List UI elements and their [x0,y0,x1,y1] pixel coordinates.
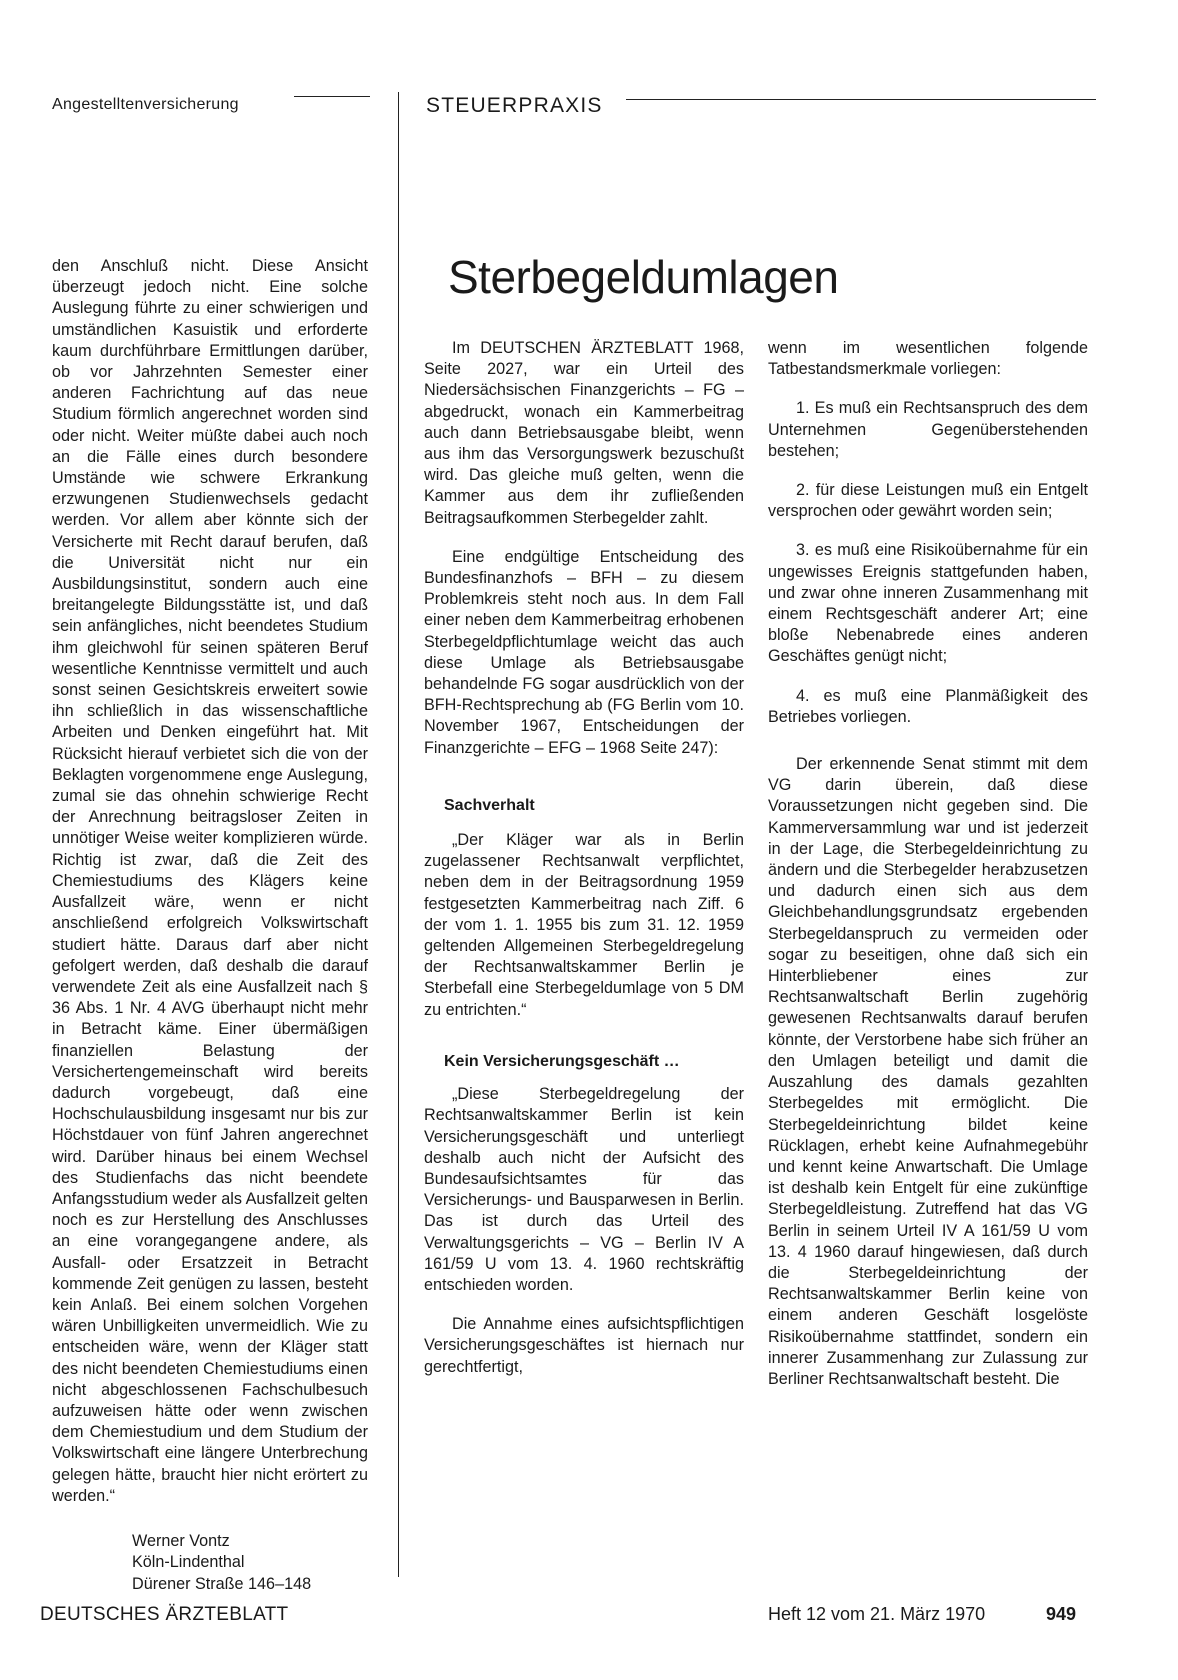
list-item: 1. Es muß ein Rechtsanspruch des dem Unternehmen Gegenüberstehenden bestehen; [768,399,1088,460]
paragraph: wenn im wesentlichen folgende Tatbestandsmerkmale vorliegen: [768,339,1088,379]
author-name: Werner Vontz [132,1531,230,1550]
header-rule-left [294,96,370,97]
list-item: 2. für diese Leistungen muß ein Entgelt versprochen oder gewährt worden sein; [768,481,1088,521]
footer-issue: Heft 12 vom 21. März 1970 [768,1604,986,1624]
paragraph: „Der Kläger war als in Berlin zugelassener Rechtsanwalt verpflichtet, neben dem in der Beitragsordnung 1959 festgesetzten Kammerbeitrag nach Ziff. 6 der vom 1. 1. 1955 bis zum 31. 12. 1959 geltenden Allgemeinen Sterbegeldregelung der Rechtsanwaltskammer Berlin je Sterbefall eine Sterbegeldumlage von 5 DM zu entrichten.“ [424,831,744,1019]
paragraph: „Diese Sterbegeldregelung der Rechtsanwaltskammer Berlin ist kein Versicherungsgeschäft und unterliegt deshalb auch nicht der Aufsicht des Bundesaufsichtsamtes für das Versicherungs- und Bausparwesen in Berlin. Das ist durch das Urteil des Verwaltungsgerichts – VG – Berlin IV A 161/59 U vom 13. 4. 1960 rechtskräftig entschieden worden. [424,1085,744,1294]
paragraph: Der erkennende Senat stimmt mit dem VG darin überein, daß diese Voraussetzungen nicht gegeben sind. Die Kammerversammlung war und ist jederzeit in der Lage, die Sterbegeldeinrichtung zu ändern und die Sterbegelder herabzusetzen und dadurch einen sich aus dem Gleichbehandlungsgrundsatz ergebenden Sterbegeldanspruch zu vermeiden oder sogar zu beseitigen, ohne daß sich ein Hinterbliebener eines zur Rechtsanwaltschaft Berlin zugehörig gewesenen Rechtsanwalts darauf berufen könnte, der Verstorbene habe sich früher an den Umlagen beteiligt und damit die Auszahlung des damals gezahlten Sterbegeldes mit ermöglicht. Die Sterbegeldeinrichtung bildet keine Rücklagen, erhebt keine Aufnahmegebühr und kennt keine Anwartschaft. Die Umlage ist deshalb kein Entgelt für eine zukünftige Sterbegeldleistung. Zutreffend hat das VG Berlin in seinem Urteil IV A 161/59 U vom 13. 4 1960 darauf hingewiesen, daß durch die Sterbegeldeinrichtung der Rechtsanwaltskammer Berlin keine von einem anderen Geschäft losgelöste Risikoübernahme stattfindet, sondern ein innerer Zusammenhang zur Zulassung zur Berliner Rechtsanwaltschaft besteht. Die [768,755,1088,1388]
author-city: Köln-Lindenthal [132,1553,245,1572]
list-item: 4. es muß eine Planmäßigkeit des Betriebes vorliegen. [768,686,1088,726]
page-number: 949 [1046,1604,1077,1624]
section-label-right: STEUERPRAXIS [426,94,603,117]
section-label-left: Angestelltenversicherung [52,96,239,113]
subheading-sachverhalt: Sachverhalt [444,796,535,814]
author-signature [132,1531,368,1596]
paragraph: Eine endgültige Entscheidung des Bundesfinanzhofs – BFH – zu diesem Problemkreis steht noch aus. In dem Fall einer neben dem Kammerbeitrag erhobenen Sterbegeldpflichtumlage weicht das auch diese Umlage als Betriebsausgabe behandelnde FG sogar ausdrücklich von der BFH-Rechtsprechung ab (FG Berlin vom 10. November 1967, Entscheidungen der Finanzgerichte – EFG – 1968 Seite 247): [424,547,744,757]
left-column-body: den Anschluß nicht. Diese Ansicht überzeugt jedoch nicht. Eine solche Auslegung führte zu einer schwierigen und umständlichen Kasuistik und erforderte kaum durchführbare Ermittlungen darüber, ob vor Jahrzehnten Semester einer anderen Fachrichtung auf das neue Studium förmlich angerechnet worden sind oder nicht. Weiter müßte dabei auch noch an die Fälle eines durch besondere Umstände wie schwere Erkrankung erzwungenen Studienwechsels gedacht werden. Vor allem aber könnte sich der Versicherte mit Recht darauf berufen, daß die Universität nicht nur ein Ausbildungsinstitut, sondern auch eine breitangelegte Bildungsstätte ist, und daß sein anfängliches, nicht beendetes Studium ihm gleichwohl für seinen späteren Beruf wesentliche Kenntnisse vermittelt und auch sonst seinen Gesichtskreis erweitert sowie ihn schließlich in das wissenschaftliche Arbeiten und Denken eingeführt hat. Mit Rücksicht hierauf verbietet sich die von der Beklagten vorgenommene enge Auslegung, zumal sie das ohnehin schwierige Recht der Anrechnung beitragsloser Zeiten in unnötiger Weise weiter komplizieren würde. Richtig ist zwar, daß die Zeit des Chemiestudiums des Klägers keine Ausfallzeit wäre, wenn er nicht anschließend erfolgreich Volkswirtschaft studiert hätte. Daraus darf aber nicht gefolgert werden, daß deshalb die darauf verwendete Zeit als eine Ausfallzeit nach § 36 Abs. 1 Nr. 4 AVG überhaupt nicht mehr in Betracht käme. Einer übermäßigen finanziellen Belastung der Versichertengemeinschaft wird bereits dadurch vorgebeugt, daß eine Hochschulausbildung insgesamt nur bis zur Höchstdauer von fünf Jahren angerechnet wird. Darüber hinaus bei einem Wechsel des Studienfachs das nicht beendete Anfangsstudium weder als Ausfallzeit gelten noch es zur Herstellung des Anschlusses an eine vorangegangene andere, als Ausfall- oder Ersatzzeit in Betracht kommende Zeit genügen zu lassen, besteht kein Anlaß. Bei einem solchen Vorgehen wären Unbilligkeiten unvermeidlich. Wie zu entscheiden wäre, wenn der Kläger statt des nicht beendeten Chemiestudiums einen nicht abgeschlossenen Fachschulbesuch aufzuweisen hätte oder wenn zwischen dem Chemiestudium und dem Studium der Volkswirtschaft eine längere Unterbrechung gelegen hätte, braucht hier nicht erörtert zu werden.“ [52,257,368,1505]
right-column [768,338,1088,1390]
middle-column [424,338,744,1378]
list-item: 3. es muß eine Risikoübernahme für ein ungewisses Ereignis stattgefunden haben, und zwar ohne inneren Zusammenhang mit einem Rechtsgeschäft anderer Art; eine bloße Nebenabrede eines anderen Geschäftes genügt nicht; [768,541,1088,666]
article-title: Sterbegeldumlagen [448,251,839,303]
author-street: Dürener Straße 146–148 [132,1574,312,1593]
paragraph: Die Annahme eines aufsichtspflichtigen Versicherungsgeschäftes ist hiernach nur gerechtfertigt, [424,1315,744,1376]
header-rule-right [626,99,1096,100]
left-column [52,256,368,1595]
column-divider [398,92,399,1577]
paragraph: Im DEUTSCHEN ÄRZTEBLATT 1968, Seite 2027, war ein Urteil des Niedersächsischen Finanzgerichts – FG – abgedruckt, wonach ein Kammerbeitrag auch dann Betriebsausgabe bleibt, wenn aus ihm das Versorgungswerk bezuschußt wird. Das gleiche muß gelten, wenn die Kammer aus dem ihr zufließenden Beitragsaufkommen Sterbegelder zahlt. [424,339,744,527]
subheading-kein-versicherungsgeschaeft: Kein Versicherungsgeschäft … [444,1052,680,1070]
footer-journal: DEUTSCHES ÄRZTEBLATT [40,1604,289,1625]
